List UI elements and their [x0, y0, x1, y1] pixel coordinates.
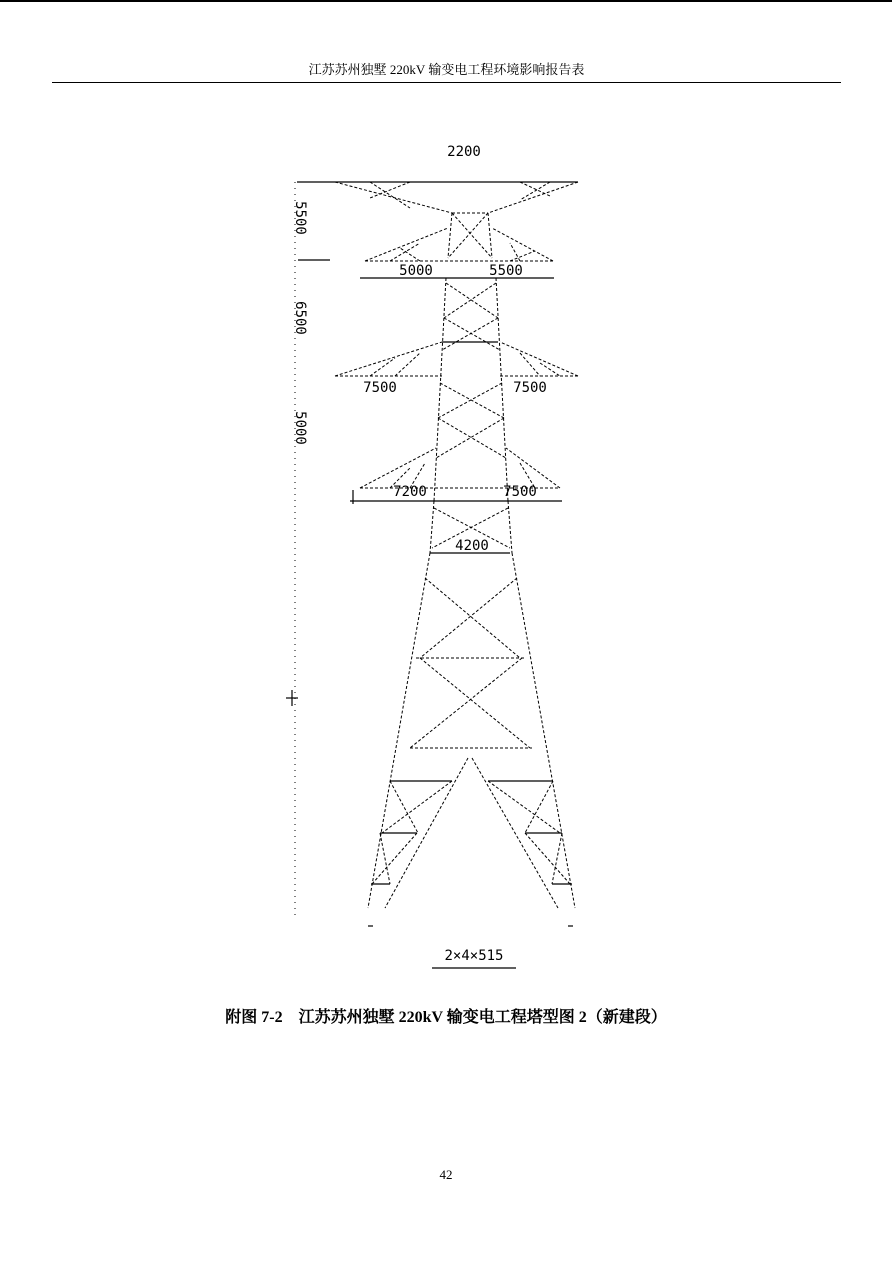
truss-line	[488, 182, 578, 213]
upper-crossarm-right-label: 5500	[489, 263, 523, 279]
page-number: 42	[439, 1167, 453, 1182]
body-line	[434, 353, 442, 501]
body-line	[452, 213, 492, 258]
dimension-annotations	[286, 144, 547, 968]
body-line	[448, 213, 488, 258]
base-width-label: 2×4×515	[444, 948, 504, 964]
body-line	[440, 383, 504, 418]
brace-line	[410, 658, 522, 748]
truss-line	[335, 182, 452, 213]
body-line	[444, 283, 496, 318]
truss-line	[510, 243, 520, 261]
truss-line	[506, 448, 560, 488]
truss-line	[360, 448, 436, 488]
brace-line	[382, 781, 452, 833]
brace-line	[425, 578, 520, 658]
tower-structure	[297, 182, 578, 926]
truss-line	[500, 342, 578, 376]
brace-line	[390, 781, 418, 833]
truss-line	[400, 248, 420, 261]
truss-line	[540, 363, 560, 376]
body-line	[446, 283, 498, 318]
height-label-2: 6500	[292, 301, 308, 335]
waist-label: 4200	[455, 538, 489, 554]
body-line	[508, 501, 512, 553]
middle-crossarm-left-label: 7500	[363, 380, 397, 396]
truss-line	[365, 228, 448, 261]
body-line	[442, 318, 498, 350]
brace-line	[552, 833, 562, 884]
truss-line	[370, 358, 395, 376]
header-rule	[52, 82, 841, 83]
middle-crossarm-right-label: 7500	[513, 380, 547, 396]
truss-line	[395, 353, 420, 376]
brace-line	[420, 658, 530, 748]
truss-line	[510, 251, 535, 261]
truss-line	[370, 182, 410, 198]
truss-line	[520, 182, 550, 196]
truss-line	[335, 342, 442, 376]
body-line	[438, 383, 502, 418]
brace-line	[420, 578, 517, 658]
upper-crossarm-label: 5000	[399, 263, 433, 279]
top-width-label: 2200	[447, 144, 481, 160]
height-label-1: 5500	[292, 201, 308, 235]
body-line	[436, 418, 504, 458]
tower-leg-left	[368, 553, 430, 908]
lower-crossarm-left-label: 7200	[393, 484, 427, 500]
body-line	[430, 501, 434, 553]
body-line	[444, 318, 500, 350]
body-line	[488, 213, 492, 258]
tower-leg-right	[512, 553, 575, 908]
body-line	[438, 418, 506, 458]
body-line	[448, 213, 452, 258]
brace-line	[372, 833, 417, 884]
height-label-3: 5000	[292, 411, 308, 445]
running-header: 江苏苏州独墅 220kV 输变电工程环境影响报告表	[308, 62, 585, 77]
truss-line	[370, 182, 410, 208]
tower-drawing	[220, 118, 620, 980]
brace-line	[380, 833, 390, 884]
brace-line	[488, 781, 560, 833]
tower-svg	[220, 118, 620, 980]
body-line	[500, 353, 508, 501]
truss-line	[492, 228, 553, 261]
figure-caption: 附图 7-2 江苏苏州独墅 220kV 输变电工程塔型图 2（新建段）	[225, 1009, 667, 1026]
top-border	[0, 0, 892, 2]
lower-crossarm-right-label: 7500	[503, 484, 537, 500]
truss-line	[520, 353, 540, 376]
